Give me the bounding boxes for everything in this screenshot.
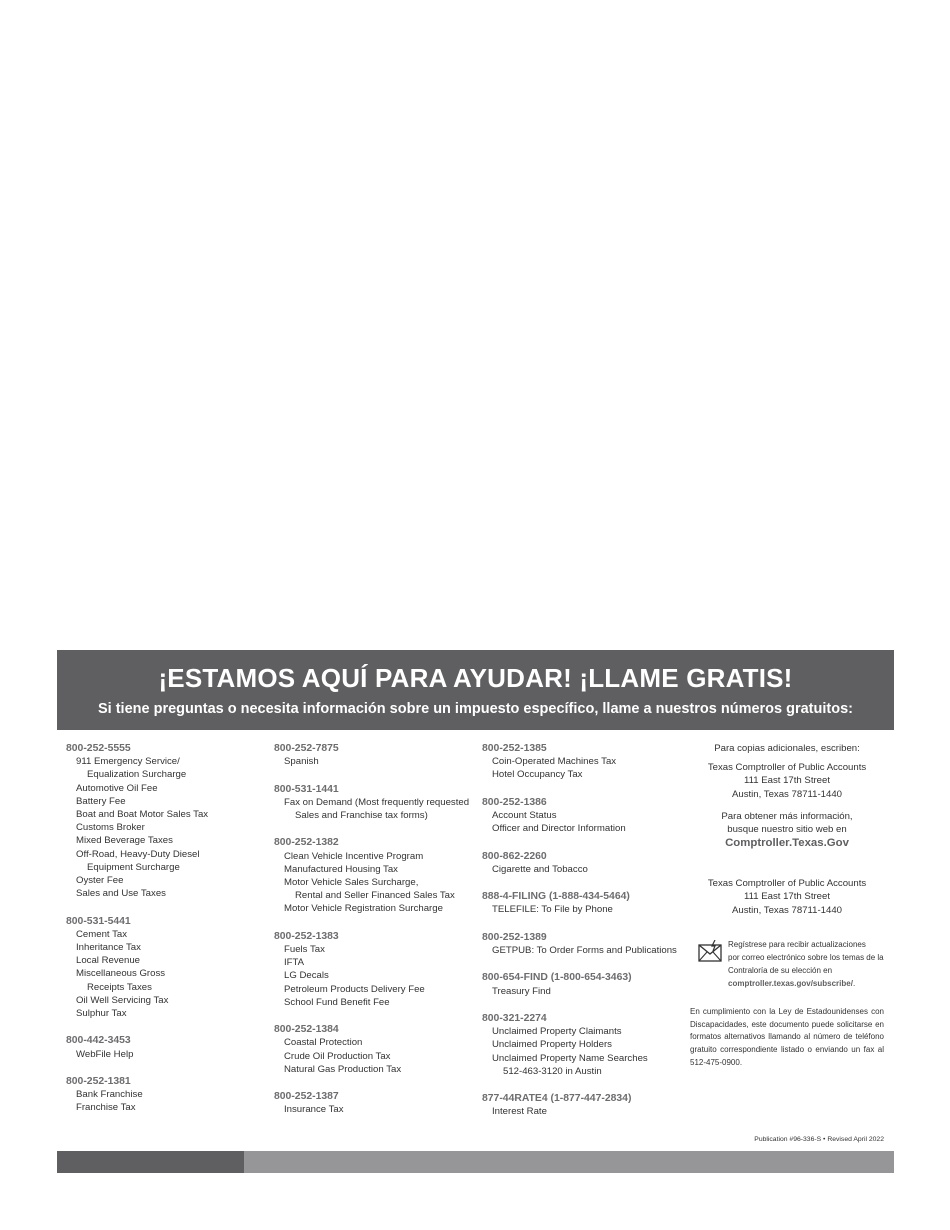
service-item: 512-463-3120 in Austin (503, 1065, 602, 1077)
phone-group (274, 1023, 479, 1076)
address-line: Austin, Texas 78711-1440 (731, 788, 843, 800)
copies-label: Para copias adicionales, escriben: (714, 743, 860, 754)
contact-info-column (690, 742, 884, 1070)
service-item: Boat and Boat Motor Sales Tax (76, 809, 209, 821)
banner-title: ¡ESTAMOS AQUÍ PARA AYUDAR! ¡LLAME GRATIS! (158, 663, 793, 693)
service-item: Mixed Beverage Taxes (76, 835, 173, 847)
service-item: Coin-Operated Machines Tax (492, 756, 617, 768)
phone-number[interactable]: 800-252-1387 (274, 1091, 339, 1103)
subscribe-line: Contraloría de su elección en (728, 965, 833, 975)
service-item: Bank Franchise (76, 1089, 143, 1101)
service-item: Natural Gas Production Tax (284, 1063, 402, 1075)
service-item: 911 Emergency Service/ (76, 756, 180, 768)
service-item: Off-Road, Heavy-Duty Diesel (76, 848, 200, 860)
service-item: Automotive Oil Fee (76, 782, 158, 794)
phone-group (274, 836, 479, 915)
service-item: Manufactured Housing Tax (284, 863, 398, 875)
service-item: Unclaimed Property Holders (492, 1039, 612, 1051)
phone-number[interactable]: 800-252-1389 (482, 931, 547, 943)
service-item: IFTA (284, 957, 305, 969)
phone-number[interactable]: 800-252-1383 (274, 930, 339, 942)
service-item: Clean Vehicle Incentive Program (284, 850, 424, 862)
address-line: Texas Comptroller of Public Accounts (707, 762, 867, 774)
service-item: Motor Vehicle Registration Surcharge (284, 903, 443, 915)
footer-bar-light (244, 1151, 894, 1173)
address-line: 111 East 17th Street (743, 775, 831, 787)
service-item: GETPUB: To Order Forms and Publications (492, 944, 677, 956)
phone-group (66, 742, 271, 900)
phone-group (482, 890, 687, 916)
subscribe-line: por correo electrónico sobre los temas de la (728, 952, 884, 962)
phone-group (66, 915, 271, 1021)
phone-group (482, 931, 687, 957)
service-item: Account Status (492, 810, 557, 821)
service-item: Spanish (284, 756, 319, 768)
subscribe-link[interactable]: comptroller.texas.gov/subscribe/ (728, 978, 853, 988)
phone-number[interactable]: 877-44RATE4 (1-877-447-2834) (482, 1093, 632, 1105)
info-line: busque nuestro sitio web en (727, 824, 847, 836)
subscribe-suffix: . (852, 978, 856, 988)
service-item: Motor Vehicle Sales Surcharge, (284, 877, 419, 888)
phone-number[interactable]: 800-252-1386 (482, 796, 547, 808)
phone-number[interactable]: 888-4-FILING (1-888-434-5464) (482, 891, 630, 903)
website-link[interactable]: Comptroller.Texas.Gov (725, 837, 849, 850)
service-item: Customs Broker (76, 822, 145, 834)
service-item: Treasury Find (492, 985, 551, 997)
service-item: Inheritance Tax (76, 942, 141, 954)
service-item: Battery Fee (76, 795, 126, 807)
service-item: Local Revenue (76, 955, 141, 967)
phone-number[interactable]: 800-321-2274 (482, 1012, 547, 1024)
service-item: Interest Rate (492, 1106, 547, 1118)
service-item: Fuels Tax (284, 944, 325, 955)
address-line: Austin, Texas 78711-1440 (731, 904, 843, 916)
phone-group (482, 742, 687, 782)
service-item: Miscellaneous Gross (76, 968, 166, 980)
service-item: Crude Oil Production Tax (284, 1050, 391, 1062)
help-banner (57, 650, 894, 730)
address-line: 111 East 17th Street (743, 891, 831, 903)
phone-column-2 (274, 742, 479, 1131)
phone-group (274, 783, 479, 823)
ada-notice: En cumplimiento con la Ley de Estadounidenses con Discapacidades, este documento puede solicitarse en formatos alternativos llamando al número de teléfono gratuito correspondiente listado o enviando un fax al 512-475-0900. (690, 1006, 884, 1068)
service-item: Franchise Tax (76, 1102, 136, 1114)
service-item: Fax on Demand (Most frequently requested (284, 796, 470, 808)
phone-number[interactable]: 800-442-3453 (66, 1035, 131, 1047)
phone-column-3 (482, 742, 687, 1133)
service-item: Sales and Use Taxes (76, 888, 166, 900)
phone-group (482, 1092, 687, 1118)
service-item: WebFile Help (76, 1048, 134, 1060)
service-item: Insurance Tax (284, 1104, 344, 1116)
service-item: Equipment Surcharge (87, 861, 180, 873)
service-item: Receipts Taxes (87, 981, 152, 993)
email-subscribe (690, 938, 884, 996)
phone-number[interactable]: 800-252-1384 (274, 1024, 339, 1036)
mailing-address (690, 761, 884, 801)
service-item: Oil Well Servicing Tax (76, 994, 169, 1006)
phone-column-1 (66, 742, 271, 1129)
service-item: Unclaimed Property Name Searches (492, 1052, 648, 1064)
phone-number[interactable]: 800-252-7875 (274, 743, 339, 754)
phone-number[interactable]: 800-862-2260 (482, 850, 547, 862)
phone-group (66, 1075, 271, 1115)
envelope-icon (698, 940, 722, 962)
service-item: Oyster Fee (76, 875, 124, 887)
service-item: LG Decals (284, 970, 329, 982)
publication-info: Publication #96-336-S • Revised April 2022 (754, 1136, 884, 1143)
phone-number[interactable]: 800-252-1382 (274, 837, 339, 849)
service-item: Unclaimed Property Claimants (492, 1026, 622, 1038)
phone-group (482, 796, 687, 836)
phone-group (482, 1012, 687, 1078)
website-info (690, 810, 884, 851)
address-line: Texas Comptroller of Public Accounts (707, 878, 867, 890)
phone-group (482, 971, 687, 997)
phone-group (274, 1090, 479, 1116)
subscribe-line: Regístrese para recibir actualizaciones (728, 939, 866, 949)
service-item: Officer and Director Information (492, 823, 626, 835)
phone-number[interactable]: 800-654-FIND (1-800-654-3463) (482, 972, 632, 984)
phone-number[interactable]: 800-531-1441 (274, 783, 339, 795)
service-item: Sulphur Tax (76, 1008, 127, 1020)
service-item: School Fund Benefit Fee (284, 996, 390, 1008)
info-line: Para obtener más información, (721, 810, 853, 822)
service-item: Sales and Franchise tax forms) (295, 810, 428, 821)
phone-group (66, 1034, 271, 1060)
phone-number[interactable]: 800-252-1381 (66, 1076, 131, 1088)
banner-subtitle: Si tiene preguntas o necesita información sobre un impuesto específico, llame a nuestros números gratuitos: (98, 701, 853, 717)
phone-number[interactable]: 800-531-5441 (66, 915, 131, 927)
phone-group (274, 742, 479, 768)
service-item: Cement Tax (76, 928, 128, 940)
service-item: Coastal Protection (284, 1037, 363, 1049)
subscribe-text (728, 938, 888, 990)
office-address (690, 877, 884, 917)
service-item: Cigarette and Tobacco (492, 863, 588, 875)
service-item: Equalization Surcharge (87, 769, 187, 781)
phone-group (482, 850, 687, 876)
phone-group (274, 930, 479, 1009)
service-item: Petroleum Products Delivery Fee (284, 983, 425, 995)
service-item: Rental and Seller Financed Sales Tax (295, 890, 455, 902)
phone-number[interactable]: 800-252-1385 (482, 743, 547, 754)
service-item: TELEFILE: To File by Phone (492, 904, 613, 916)
footer-bar-dark (57, 1151, 244, 1173)
phone-number[interactable]: 800-252-5555 (66, 743, 131, 754)
service-item: Hotel Occupancy Tax (492, 769, 583, 781)
